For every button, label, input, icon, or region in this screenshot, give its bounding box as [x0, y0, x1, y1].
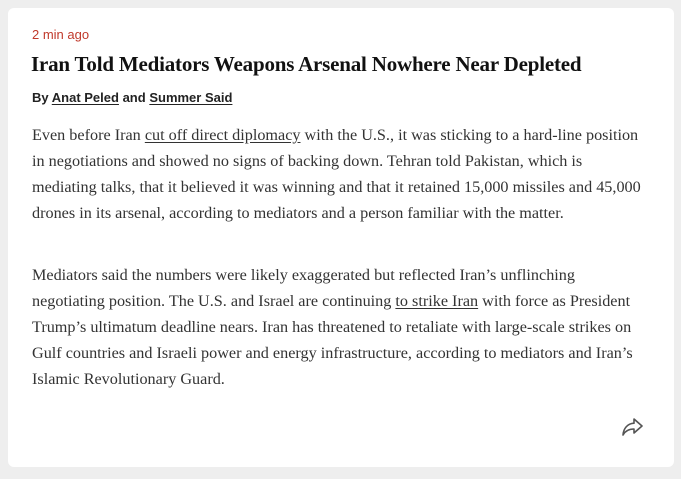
- article-paragraph-1: [32, 122, 650, 226]
- headline[interactable]: Iran Told Mediators Weapons Arsenal Nowhere Near Depleted: [31, 52, 582, 76]
- article-card: [8, 8, 674, 467]
- paragraph-2-text-after-link: with force as President Trump’s ultimatum deadline nears. Iran has threatened to retaliate with large-scale strikes on Gulf countries and Israeli power and energy infrastructure, according to mediators and Iran’s Islamic Revolutionary Guard.: [32, 292, 633, 388]
- share-button[interactable]: [620, 416, 646, 438]
- byline-conjunction: and: [122, 90, 146, 105]
- share-arrow-icon: [620, 416, 646, 438]
- paragraph-1-text-before-link: Even before Iran: [32, 126, 145, 144]
- strike-iran-link[interactable]: to strike Iran: [395, 292, 479, 310]
- timestamp: 2 min ago: [32, 27, 90, 42]
- paragraph-2-text-before-link: Mediators said the numbers were likely exaggerated but reflected Iran’s unflinching negotiating position. The U.S. and Israel are continuing: [32, 266, 575, 310]
- article-paragraph-2: [32, 262, 650, 392]
- author-link-anat-peled[interactable]: Anat Peled: [51, 90, 119, 105]
- byline-prefix: By: [32, 90, 49, 105]
- author-link-summer-said[interactable]: Summer Said: [149, 90, 233, 105]
- paragraph-1-text-after-link: with the U.S., it was sticking to a hard-line position in negotiations and showed no signs of backing down. Tehran told Pakistan, which is mediating talks, that it believed it was winning and that it retained 15,000 missiles and 45,000 drones in its arsenal, according to mediators and a person familiar with the matter.: [32, 126, 641, 222]
- byline: [32, 89, 232, 107]
- cut-off-diplomacy-link[interactable]: cut off direct diplomacy: [144, 126, 301, 144]
